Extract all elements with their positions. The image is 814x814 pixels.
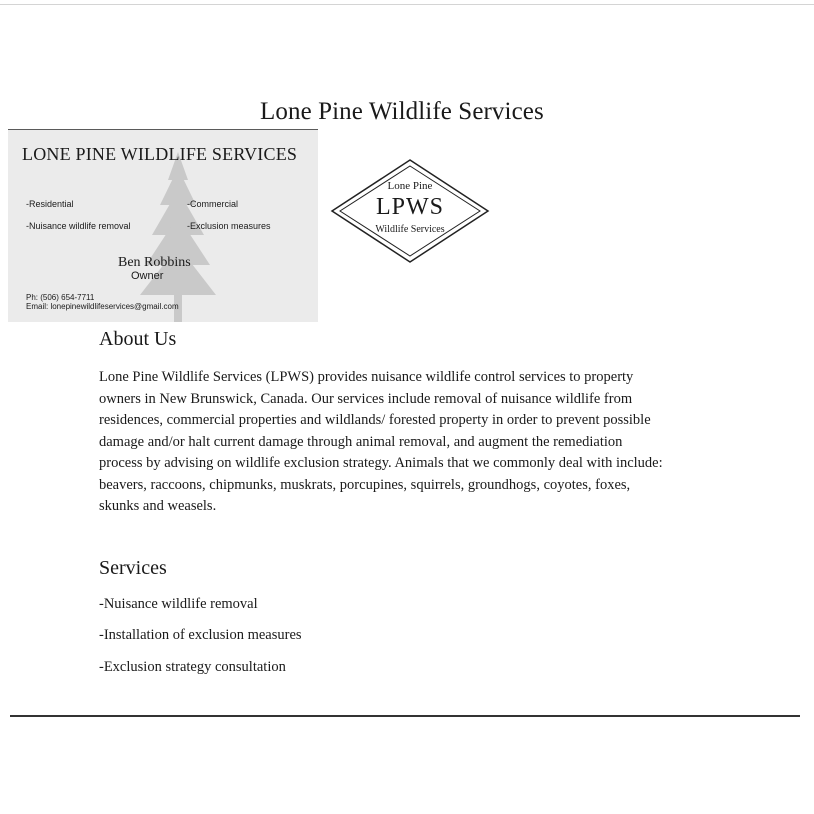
top-divider (0, 4, 814, 5)
logo-top-text: Lone Pine (387, 180, 433, 192)
about-line: Lone Pine Wildlife Services (LPWS) provides nuisance wildlife control services to property (99, 369, 634, 385)
about-body (99, 367, 724, 518)
card-owner-name: Ben Robbins (118, 255, 191, 270)
about-heading: About Us (99, 328, 177, 350)
business-card (8, 129, 318, 322)
card-email: Email: lonepinewildlifeservices@gmail.com (26, 302, 179, 311)
service-item: -Exclusion strategy consultation (99, 659, 286, 675)
service-item: -Nuisance wildlife removal (99, 596, 258, 612)
card-owner-role: Owner (131, 270, 164, 282)
card-phone: Ph: (506) 654-7711 (26, 293, 95, 302)
card-title: LONE PINE WILDLIFE SERVICES (22, 144, 298, 164)
lpws-logo (330, 158, 490, 264)
about-line: owners in New Brunswick, Canada. Our services include removal of nuisance wildlife from (99, 390, 633, 407)
card-service-exclusion: -Exclusion measures (187, 221, 271, 231)
about-line: skunks and weasels. (99, 498, 217, 514)
page-title: Lone Pine Wildlife Services (260, 98, 544, 125)
pine-tree-icon (118, 150, 238, 322)
services-heading: Services (99, 557, 167, 579)
card-service-residential: -Residential (26, 199, 74, 209)
bottom-divider (10, 715, 800, 717)
logo-abbreviation: LPWS (375, 194, 444, 220)
about-line: damage and/or halt current damage through animal removal, and augment the remediation (99, 433, 623, 450)
about-line: process by advising on wildlife exclusion strategy. Animals that we commonly deal with include: (99, 455, 663, 471)
about-line: beavers, raccoons, chipmunks, muskrats, porcupines, squirrels, groundhogs, coyotes, foxes, (99, 476, 631, 493)
service-item: -Installation of exclusion measures (99, 627, 302, 643)
card-service-commercial: -Commercial (187, 199, 239, 209)
about-line: residences, commercial properties and wildlands/ forested property in order to prevent possible (99, 412, 651, 428)
card-service-nuisance-removal: -Nuisance wildlife removal (26, 221, 131, 231)
logo-bottom-text: Wildlife Services (375, 224, 445, 235)
